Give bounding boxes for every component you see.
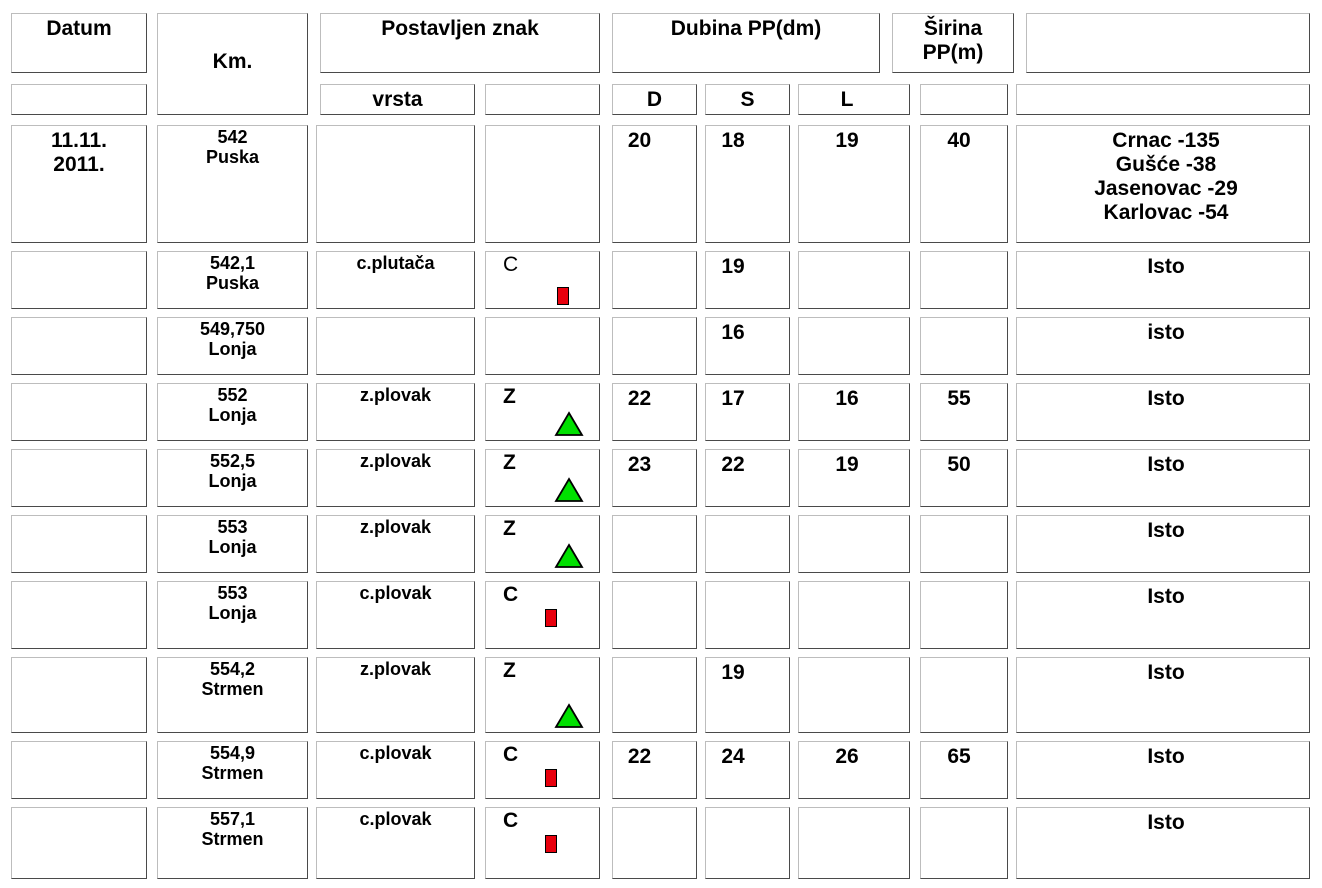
l-cell xyxy=(798,581,910,649)
green-buoy-marker xyxy=(554,477,584,503)
sign-letter: Z xyxy=(503,451,516,474)
note-value: Isto xyxy=(1147,661,1185,684)
l-value: 26 xyxy=(835,745,859,768)
d-cell xyxy=(612,251,697,309)
header-dubina: Dubina PP(dm) xyxy=(670,17,822,40)
km-location: Lonja xyxy=(208,339,257,359)
l-cell xyxy=(798,317,910,375)
vrsta-value: z.plovak xyxy=(359,385,432,405)
km-location: Puska xyxy=(205,273,260,293)
km-value: 552 xyxy=(217,385,248,405)
datum-cell xyxy=(11,581,147,649)
red-buoy-marker xyxy=(545,609,557,627)
d-cell xyxy=(612,317,697,375)
s-value: 19 xyxy=(721,661,745,684)
sign-letter: C xyxy=(503,743,519,766)
d-cell xyxy=(612,515,697,573)
km-value: 553 xyxy=(217,517,248,537)
d-value: 23 xyxy=(627,453,652,476)
s-value: 24 xyxy=(721,745,745,768)
note-line: Jasenovac -29 xyxy=(1094,177,1238,200)
note-line: Gušće -38 xyxy=(1115,153,1217,176)
datum-line1: 11.11. xyxy=(50,129,108,152)
l-value: 16 xyxy=(835,387,859,410)
header-sirina-line1: Širina xyxy=(923,17,983,40)
l-value: 19 xyxy=(835,453,859,476)
note-value: Isto xyxy=(1147,585,1185,608)
red-buoy-marker xyxy=(557,287,569,305)
subheader-notes-cell xyxy=(1016,84,1310,115)
note-value: isto xyxy=(1147,321,1185,344)
vrsta-value: z.plovak xyxy=(359,517,432,537)
header-km: Km. xyxy=(212,50,253,73)
sirina-cell xyxy=(920,581,1008,649)
datum-cell xyxy=(11,317,147,375)
sirina-cell xyxy=(920,807,1008,879)
vrsta-value: z.plovak xyxy=(359,451,432,471)
header-datum: Datum xyxy=(46,17,112,40)
datum-cell xyxy=(11,383,147,441)
s-cell xyxy=(705,807,790,879)
sirina-cell xyxy=(920,515,1008,573)
s-cell xyxy=(705,515,790,573)
km-location: Lonja xyxy=(208,405,257,425)
header-postavljen-znak: Postavljen znak xyxy=(381,17,539,40)
km-location: Lonja xyxy=(208,603,257,623)
l-cell xyxy=(798,807,910,879)
subheader-vrsta: vrsta xyxy=(372,88,423,111)
km-value: 542 xyxy=(217,127,248,147)
subheader-s: S xyxy=(740,88,755,111)
km-value: 557,1 xyxy=(209,809,256,829)
km-value: 552,5 xyxy=(209,451,256,471)
subheader-znak-cell xyxy=(485,84,600,115)
note-value: Isto xyxy=(1147,255,1185,278)
vrsta-cell xyxy=(316,125,475,243)
sirina-value: 65 xyxy=(947,745,971,768)
datum-cell xyxy=(11,251,147,309)
sirina-value: 40 xyxy=(947,129,971,152)
header-notes-cell xyxy=(1026,13,1310,73)
sign-letter: C xyxy=(503,809,519,832)
d-value: 20 xyxy=(627,129,652,152)
s-value: 18 xyxy=(721,129,745,152)
subheader-sirina-cell xyxy=(920,84,1008,115)
note-value: Isto xyxy=(1147,519,1185,542)
l-cell xyxy=(798,251,910,309)
s-value: 19 xyxy=(721,255,745,278)
vrsta-value: c.plovak xyxy=(359,583,432,603)
subheader-datum-cell xyxy=(11,84,147,115)
km-value: 542,1 xyxy=(209,253,256,273)
header-sirina-line2: PP(m) xyxy=(922,41,984,64)
km-value: 553 xyxy=(217,583,248,603)
datum-cell xyxy=(11,807,147,879)
km-location: Strmen xyxy=(201,679,264,699)
subheader-d: D xyxy=(646,88,663,111)
green-buoy-marker xyxy=(554,703,584,729)
datum-cell xyxy=(11,515,147,573)
km-location: Lonja xyxy=(208,537,257,557)
note-line: Karlovac -54 xyxy=(1103,201,1229,224)
subheader-l: L xyxy=(840,88,854,111)
vrsta-value: c.plovak xyxy=(359,809,432,829)
d-value: 22 xyxy=(627,387,652,410)
d-cell xyxy=(612,807,697,879)
green-buoy-marker xyxy=(554,411,584,437)
datum-line2: 2011. xyxy=(53,153,105,176)
note-value: Isto xyxy=(1147,453,1185,476)
datum-cell xyxy=(11,657,147,733)
d-cell xyxy=(612,581,697,649)
d-value: 22 xyxy=(627,745,652,768)
l-value: 19 xyxy=(835,129,859,152)
sign-letter: Z xyxy=(503,659,516,682)
vrsta-value: c.plovak xyxy=(359,743,432,763)
sirina-cell xyxy=(920,657,1008,733)
datum-cell xyxy=(11,449,147,507)
km-value: 549,750 xyxy=(199,319,266,339)
km-location: Strmen xyxy=(201,763,264,783)
s-value: 17 xyxy=(721,387,745,410)
note-line: Crnac -135 xyxy=(1112,129,1220,152)
km-location: Lonja xyxy=(208,471,257,491)
vrsta-cell xyxy=(316,317,475,375)
red-buoy-marker xyxy=(545,835,557,853)
red-buoy-marker xyxy=(545,769,557,787)
green-buoy-marker xyxy=(554,543,584,569)
s-cell xyxy=(705,581,790,649)
km-value: 554,2 xyxy=(209,659,256,679)
sirina-value: 55 xyxy=(947,387,971,410)
sign-letter: Z xyxy=(503,385,516,408)
sirina-value: 50 xyxy=(947,453,971,476)
note-value: Isto xyxy=(1147,387,1185,410)
l-cell xyxy=(798,515,910,573)
l-cell xyxy=(798,657,910,733)
sirina-cell xyxy=(920,317,1008,375)
datum-cell xyxy=(11,741,147,799)
s-value: 16 xyxy=(721,321,745,344)
vrsta-value: z.plovak xyxy=(359,659,432,679)
note-value: Isto xyxy=(1147,745,1185,768)
sign-letter: Z xyxy=(503,517,516,540)
sign-letter: C xyxy=(503,583,519,606)
km-location: Puska xyxy=(205,147,260,167)
znak-cell xyxy=(485,317,600,375)
km-location: Strmen xyxy=(201,829,264,849)
sirina-cell xyxy=(920,251,1008,309)
vrsta-value: c.plutača xyxy=(356,253,435,273)
sign-letter: C xyxy=(503,253,519,276)
d-cell xyxy=(612,657,697,733)
s-value: 22 xyxy=(721,453,745,476)
km-value: 554,9 xyxy=(209,743,256,763)
note-value: Isto xyxy=(1147,811,1185,834)
znak-cell xyxy=(485,125,600,243)
